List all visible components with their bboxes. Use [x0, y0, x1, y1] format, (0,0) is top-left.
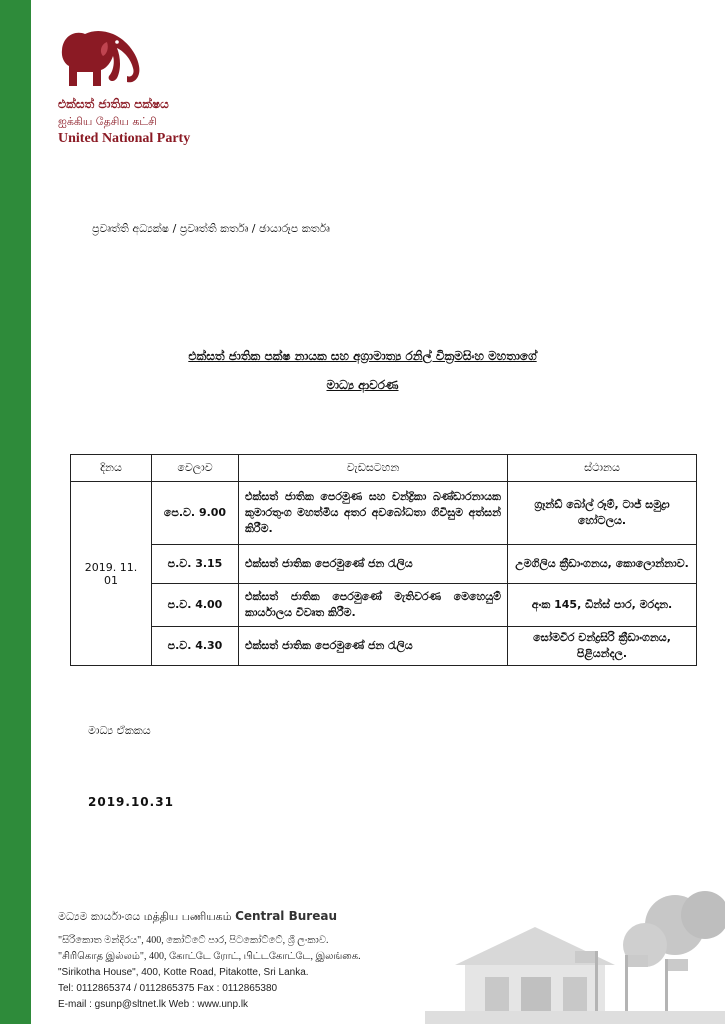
phone-fax: Tel: 0112865374 / 0112865375 Fax : 0112865380: [58, 983, 278, 994]
bureau-sinhala: මධ්‍යම කාර්යාංශය: [58, 910, 141, 923]
schedule-table: [70, 454, 697, 666]
time-cell: ප.ව. 4.30: [152, 627, 239, 666]
address-english: "Sirikotha House", 400, Kotte Road, Pitakotte, Sri Lanka.: [58, 967, 309, 978]
venue-cell: ග්‍රෑන්ඩ් බෝල් රූම්, ටාජ් සමුද්‍රා හෝටලය.: [508, 482, 697, 545]
program-cell: එක්සත් ජාතික පෙරමුණේ ජන රැලිය: [239, 545, 508, 584]
header-venue: ස්ථානය: [508, 455, 697, 482]
document-subtitle: මාධ්‍ය ආවරණ: [326, 378, 399, 392]
document-title: එක්සත් ජාතික පක්ෂ නායක සහ අග්‍රාමාත්‍ය රනිල් වික්‍රමසිංහ මහතාගේ: [188, 349, 537, 363]
venue-cell: උමගිලිය ක්‍රීඩාංගනය, කොලොන්නාව.: [508, 545, 697, 584]
bureau-english: Central Bureau: [235, 909, 337, 923]
recipients-line: ප්‍රවෘත්ති අධ්‍යක්ෂ / ප්‍රවෘත්ති කර්තෘ / ඡායාරූප කර්තෘ: [92, 222, 330, 235]
header-date: දිනය: [71, 455, 152, 482]
left-green-bar: [0, 0, 31, 1024]
time-cell: ප.ව. 3.15: [152, 545, 239, 584]
table-row: [71, 584, 697, 627]
footer-heading: [58, 909, 337, 925]
program-cell: එක්සත් ජාතික පෙරමුණේ මැතිවරණ මෙහෙයුම් කාර්යාලය විවෘත කිරීම.: [239, 584, 508, 627]
time-cell: ප.ව. 4.00: [152, 584, 239, 627]
bureau-tamil: மத்திய பணியகம்: [143, 910, 232, 923]
media-unit-signature: මාධ්‍ය ඒකකය: [88, 724, 151, 737]
party-name-english: United National Party: [58, 131, 191, 146]
date-cell: 2019. 11. 01: [71, 482, 152, 666]
sirikotha-building-image: [425, 885, 725, 1024]
address-sinhala: "සිරිකොත මන්දිරය", 400, කෝට්ටේ පාර, පිටකෝට්ටේ, ශ්‍රී ලංකාව.: [58, 935, 329, 946]
venue-cell: සෝමවීර චන්ද්‍රසිරි ක්‍රීඩාංගනය, පිළියන්දල.: [508, 627, 697, 666]
document-date: 2019.10.31: [88, 795, 174, 809]
header-time: වෙලාව: [152, 455, 239, 482]
program-cell: එක්සත් ජාතික පෙරමුණ සහ චන්ද්‍රිකා බණ්ඩාරනායක කුමාරතුංග මහත්මිය අතර අවබෝධතා ගිවිසුම අත්සන් කිරීම.: [239, 482, 508, 545]
email-web: E-mail : gsunp@sltnet.lk Web : www.unp.lk: [58, 999, 249, 1010]
time-cell: පෙ.ව. 9.00: [152, 482, 239, 545]
table-header-row: [71, 455, 697, 482]
party-name-tamil: ஐக்கிய தேசிய கட்சி: [58, 115, 157, 128]
program-cell: එක්සත් ජාතික පෙරමුණේ ජන රැලිය: [239, 627, 508, 666]
party-name-sinhala: එක්සත් ජාතික පක්ෂය: [58, 97, 169, 111]
table-row: [71, 482, 697, 545]
table-row: [71, 545, 697, 584]
table-row: [71, 627, 697, 666]
venue-cell: අංක 145, ඩීන්ස් පාර, මරදාන.: [508, 584, 697, 627]
address-tamil: "சிரிகொத இல்லம்", 400, கோட்டே ரோட், பிட்டகோட்டே, இலங்கை.: [58, 951, 361, 962]
elephant-icon: [55, 22, 140, 92]
header-program: වැඩසටහන: [239, 455, 508, 482]
